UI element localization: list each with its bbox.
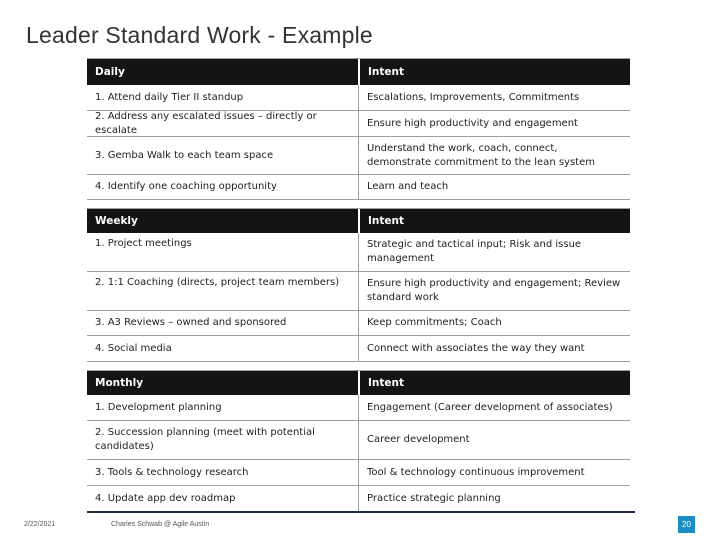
slide-title: Leader Standard Work - Example (26, 22, 373, 48)
table-row (87, 175, 630, 200)
activity-cell: 3. Tools & technology research (87, 460, 359, 485)
section-header-daily (87, 59, 630, 85)
intent-header: Intent (368, 66, 405, 78)
section-title: Daily (87, 59, 360, 85)
footer-rule (87, 511, 635, 513)
section-header-weekly (87, 209, 630, 233)
footer-date: 2/22/2021 (24, 521, 56, 528)
intent-cell: Tool & technology continuous improvement (367, 466, 585, 478)
intent-cell: Practice strategic planning (367, 492, 501, 504)
section-title: Monthly (87, 371, 360, 395)
activity-cell: 4. Social media (87, 336, 359, 361)
table-row (87, 311, 630, 336)
standard-work-table (87, 58, 630, 512)
activity-cell: 4. Update app dev roadmap (87, 486, 359, 511)
activity-cell: 2. Succession planning (meet with potential candidates) (87, 421, 359, 459)
activity-cell: 1. Project meetings (87, 233, 359, 271)
table-row (87, 460, 630, 486)
section-gap (87, 200, 630, 209)
intent-cell: Strategic and tactical input; Risk and issue management (367, 239, 582, 264)
activity-cell: 1. Development planning (87, 395, 359, 420)
activity-cell: 3. A3 Reviews – owned and sponsored (87, 311, 359, 335)
activity-cell: 2. Address any escalated issues – directly or escalate (87, 111, 359, 136)
intent-header: Intent (368, 377, 405, 389)
intent-header: Intent (368, 215, 405, 227)
intent-cell: Ensure high productivity and engagement (367, 117, 578, 129)
activity-cell: 4. Identify one coaching opportunity (87, 175, 359, 199)
intent-cell: Keep commitments; Coach (367, 317, 502, 328)
table-row (87, 272, 630, 311)
intent-cell: Understand the work, coach, connect, demonstrate commitment to the lean system (367, 142, 595, 168)
section-title: Weekly (87, 209, 360, 233)
table-row (87, 395, 630, 421)
activity-cell: 3. Gemba Walk to each team space (87, 137, 359, 174)
page-number-badge: 20 (678, 516, 695, 533)
table-row (87, 421, 630, 460)
intent-cell: Ensure high productivity and engagement; Review standard work (367, 278, 621, 303)
activity-cell: 2. 1:1 Coaching (directs, project team members) (87, 272, 359, 310)
activity-cell: 1. Attend daily Tier II standup (87, 85, 359, 110)
footer-author: Charles Schwab @ Agile Austin (111, 521, 210, 528)
section-header-monthly (87, 371, 630, 395)
intent-cell: Learn and teach (367, 181, 449, 192)
table-row (87, 111, 630, 137)
table-row (87, 336, 630, 362)
section-gap (87, 362, 630, 371)
intent-cell: Escalations, Improvements, Commitments (367, 91, 580, 103)
intent-cell: Engagement (Career development of associates) (367, 401, 613, 413)
table-row (87, 486, 630, 512)
table-row (87, 137, 630, 175)
table-row (87, 85, 630, 111)
intent-cell: Career development (367, 434, 470, 445)
intent-cell: Connect with associates the way they want (367, 342, 585, 354)
table-row (87, 233, 630, 272)
